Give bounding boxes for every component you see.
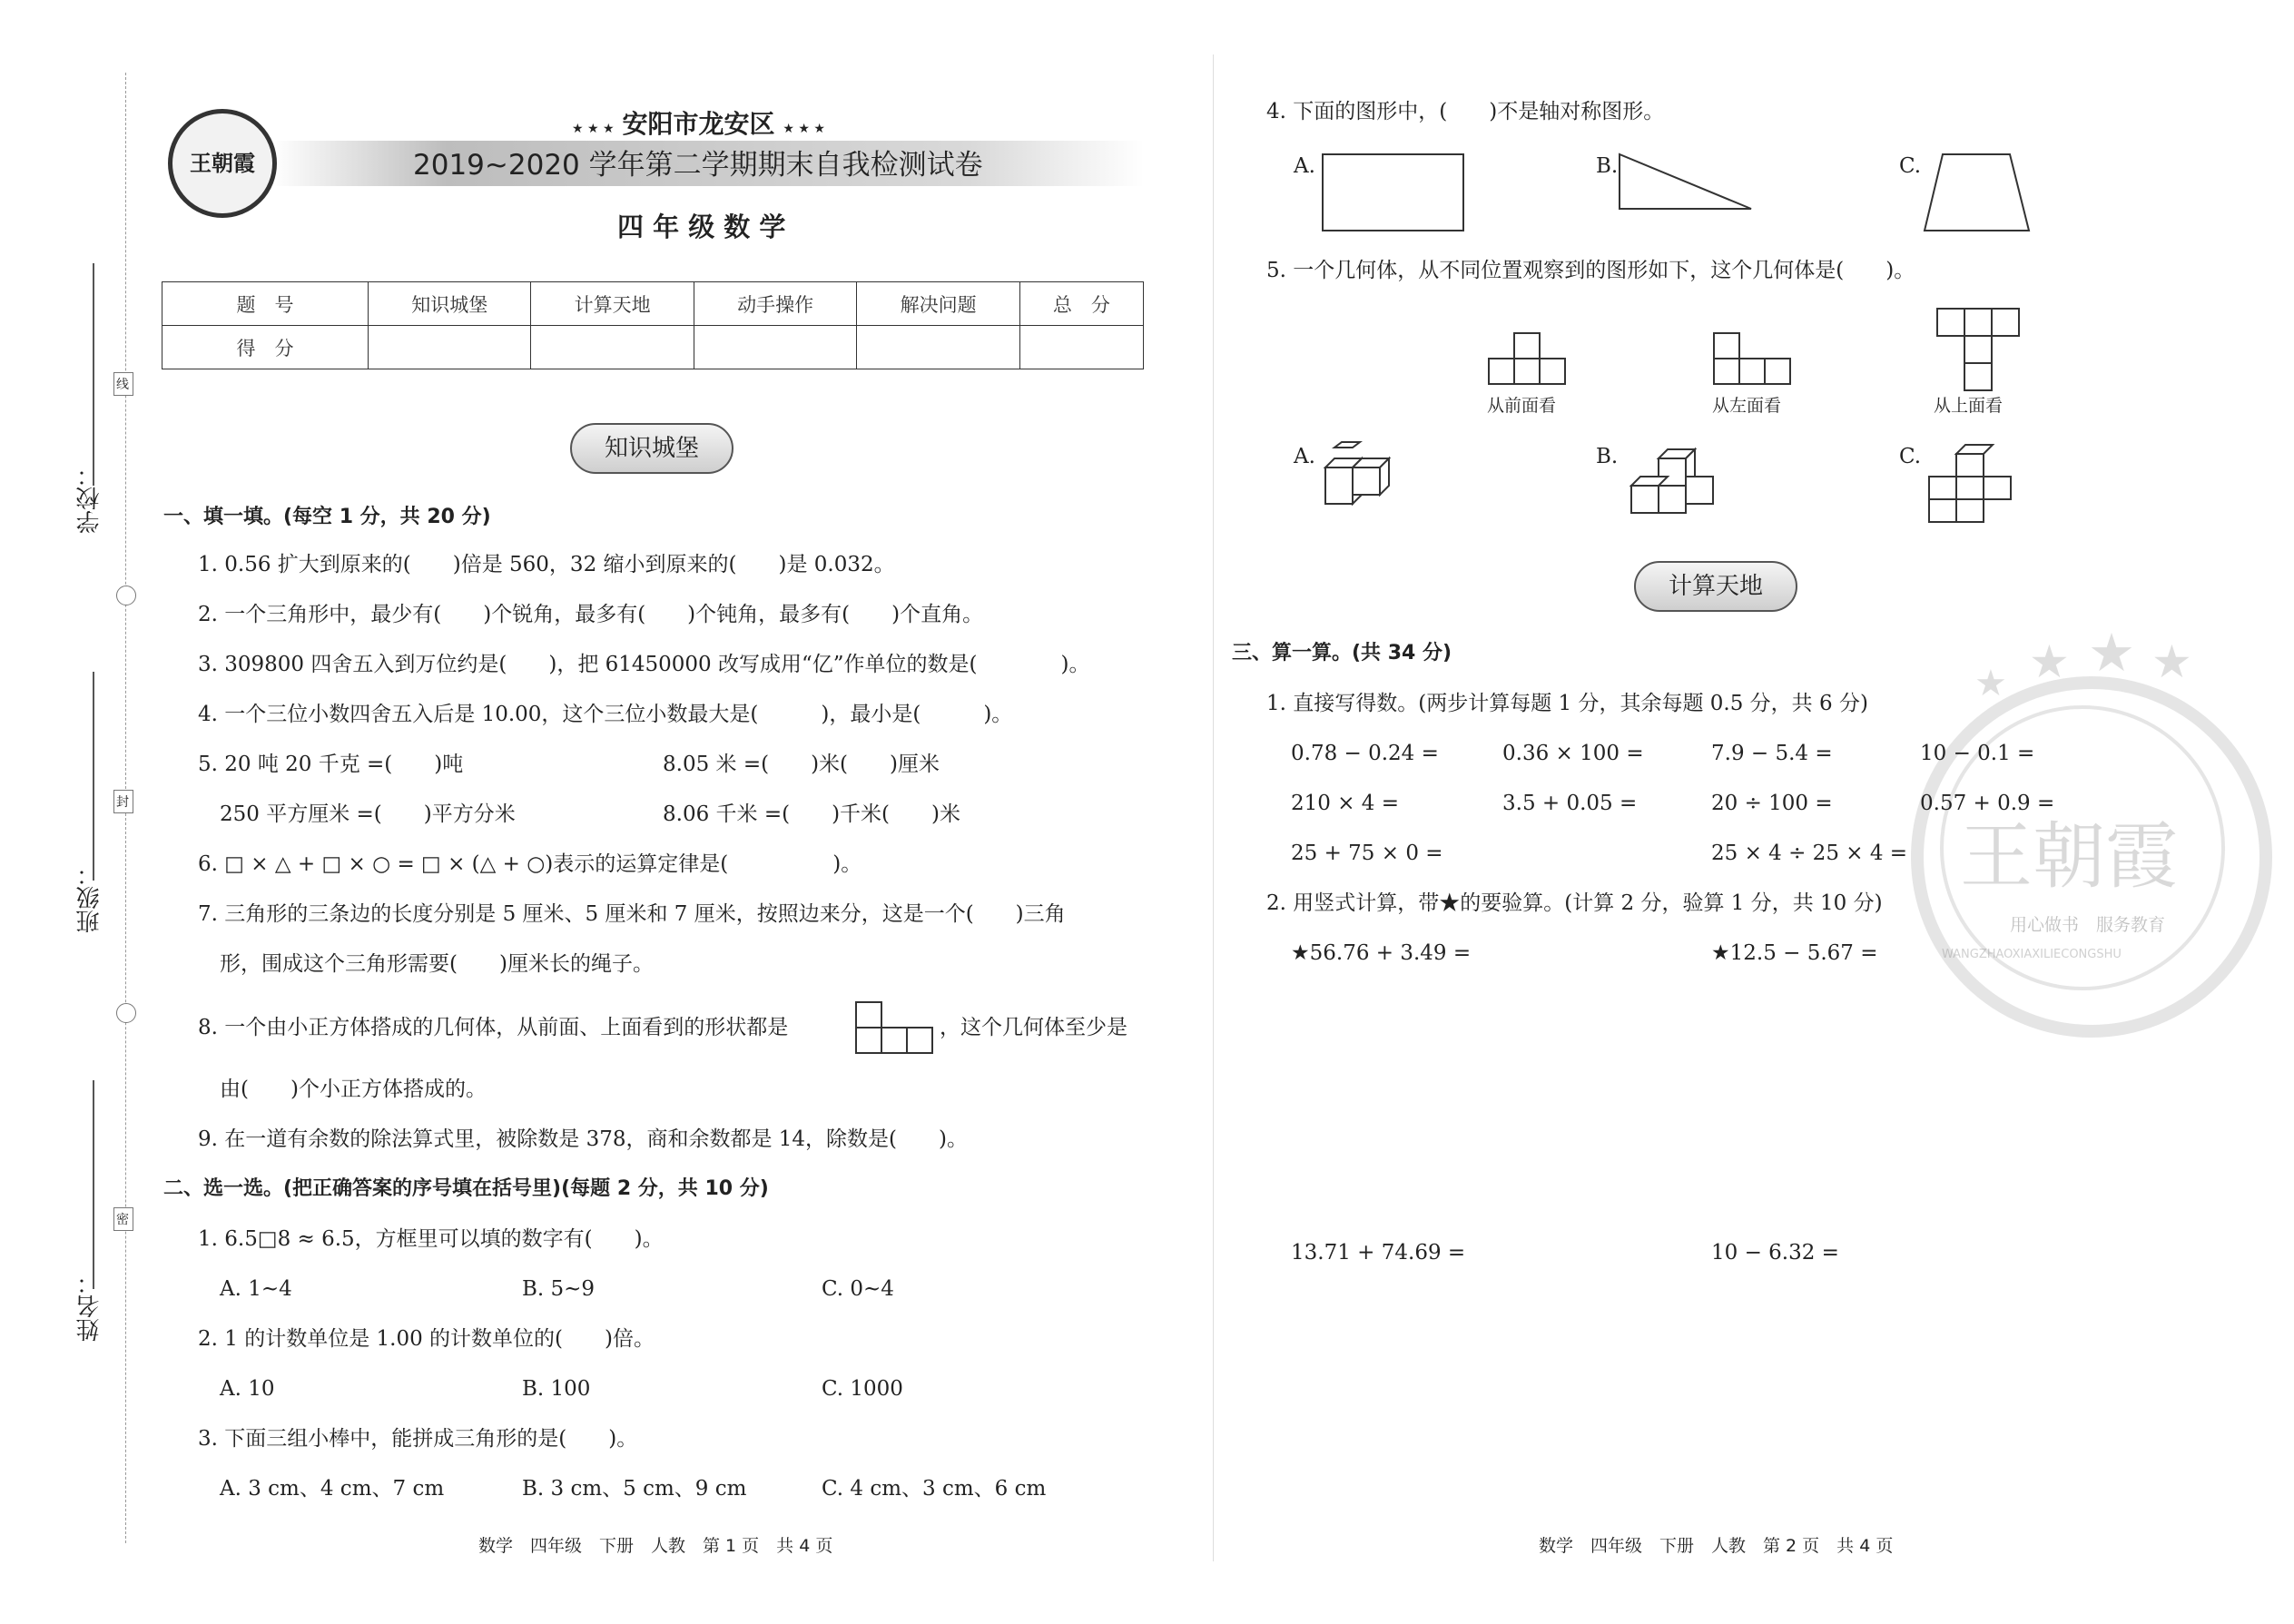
line-mark: 线 xyxy=(113,372,133,396)
stars-left: ★ ★ ★ xyxy=(572,122,615,136)
star-icon: ★ xyxy=(2088,622,2135,684)
calc-item: 0.78 − 0.24 = xyxy=(1291,742,1439,765)
question-2-2: 2. 1 的计数单位是 1.00 的计数单位的( )倍。 xyxy=(198,1327,655,1351)
cube-shape-icon xyxy=(855,1001,935,1056)
watermark-name: 王朝霞 xyxy=(1960,814,2178,899)
watermark-arc: WANGZHAOXIAXILIECONGSHU xyxy=(1942,948,2122,961)
footer-right: 数学 四年级 下册 人教 第 2 页 共 4 页 xyxy=(1539,1536,1894,1556)
score-input-cell[interactable] xyxy=(1019,326,1143,369)
question-2-4: 4. 下面的图形中，( )不是轴对称图形。 xyxy=(1266,100,1665,123)
question-1-4: 4. 一个三位小数四舍五入后是 10.00，这个三位小数最大是( )，最小是( )。 xyxy=(198,703,1013,726)
front-view-label: 从前面看 xyxy=(1487,396,1557,416)
footer-left: 数学 四年级 下册 人教 第 1 页 共 4 页 xyxy=(478,1536,833,1556)
question-1-9: 9. 在一道有余数的除法算式里，被除数是 378，商和余数都是 14，除数是( )。 xyxy=(198,1127,968,1151)
score-input-cell[interactable] xyxy=(531,326,694,369)
section3-heading: 三、算一算。(共 34 分) xyxy=(1232,642,1452,664)
option-b: B. xyxy=(1596,154,1619,178)
subject-title: 四 年 级 数 学 xyxy=(617,212,786,242)
option-a: A. 1~4 xyxy=(220,1277,292,1301)
publisher-logo xyxy=(168,109,277,218)
page-divider xyxy=(1213,54,1214,1561)
rectangle-shape-icon xyxy=(1321,153,1466,234)
section-pill-knowledge: 知识城堡 xyxy=(570,423,733,474)
name-label: 姓名： xyxy=(76,1271,103,1342)
table-cell: 得 分 xyxy=(162,326,369,369)
question-3-1: 1. 直接写得数。(两步计算每题 1 分，其余每题 0.5 分，共 6 分) xyxy=(1266,692,1868,715)
school-underline xyxy=(93,263,94,486)
table-cell: 题 号 xyxy=(162,282,369,326)
vertical-calc-item: ★12.5 − 5.67 = xyxy=(1711,941,1878,965)
watermark-seal xyxy=(1911,676,2272,1038)
score-input-cell[interactable] xyxy=(369,326,531,369)
table-cell: 总 分 xyxy=(1019,282,1143,326)
question-2-1: 1. 6.5□8 ≈ 6.5，方框里可以填的数字有( )。 xyxy=(198,1227,664,1251)
option-a: A. 3 cm、4 cm、7 cm xyxy=(220,1477,445,1501)
score-table-score-row xyxy=(162,326,1144,369)
trapezoid-shape-icon xyxy=(1923,153,2032,234)
vertical-calc-item: 13.71 + 74.69 = xyxy=(1291,1241,1466,1265)
question-1-2: 2. 一个三角形中，最少有( )个锐角，最多有( )个钝角，最多有( )个直角。 xyxy=(198,603,984,626)
question-1-8b: ，这个几何体至少是 xyxy=(940,1016,1127,1039)
solid-b-icon xyxy=(1618,440,1722,522)
question-1-6: 6. □ × △ + □ × ○ = □ × (△ + ○)表示的运算定律是( )。 xyxy=(198,852,862,876)
option-c: C. xyxy=(1899,154,1922,178)
triangle-shape-icon xyxy=(1618,153,1754,212)
question-1-8a: 8. 一个由小正方体搭成的几何体，从前面、上面看到的形状都是 xyxy=(198,1016,789,1039)
calc-item: 20 ÷ 100 = xyxy=(1711,792,1833,815)
calc-item: 25 × 4 ÷ 25 × 4 = xyxy=(1711,842,1908,865)
seal-mark: 封 xyxy=(113,790,133,813)
star-icon: ★ xyxy=(2151,635,2192,688)
question-1-7a: 7. 三角形的三条边的长度分别是 5 厘米、5 厘米和 7 厘米，按照边来分，这是一个( )三角 xyxy=(198,902,1066,926)
option-b: B. 100 xyxy=(522,1377,591,1401)
option-b: B. 5~9 xyxy=(522,1277,596,1301)
option-c: C. 4 cm、3 cm、6 cm xyxy=(822,1477,1047,1501)
question-2-3: 3. 下面三组小棒中，能拼成三角形的是( )。 xyxy=(198,1427,638,1451)
question-2-5: 5. 一个几何体，从不同位置观察到的图形如下，这个几何体是( )。 xyxy=(1266,259,1915,282)
calc-item: 0.57 + 0.9 = xyxy=(1920,792,2055,815)
question-1-3: 3. 309800 四舍五入到万位约是( )，把 61450000 改写成用“亿”作单位的数是( )。 xyxy=(198,653,1090,676)
question-1-5c: 250 平方厘米 =( )平方分米 xyxy=(220,802,516,826)
star-icon: ★ xyxy=(2029,635,2070,688)
name-underline xyxy=(93,1080,94,1289)
option-c: C. 1000 xyxy=(822,1377,903,1401)
question-1-7b: 形，围成这个三角形需要( )厘米长的绳子。 xyxy=(220,952,654,976)
score-table-header-row xyxy=(162,282,1144,326)
score-input-cell[interactable] xyxy=(857,326,1019,369)
exam-title: 2019~2020 学年第二学期期末自我检测试卷 xyxy=(413,149,983,182)
question-1-5a: 5. 20 吨 20 千克 =( )吨 xyxy=(198,753,464,776)
school-label: 学校： xyxy=(76,463,103,534)
stars-right: ★ ★ ★ xyxy=(783,122,825,136)
watermark-slogan: 用心做书 服务教育 xyxy=(2010,915,2166,935)
question-1-1: 1. 0.56 扩大到原来的( )倍是 560，32 缩小到原来的( )是 0.032。 xyxy=(198,553,895,576)
vertical-calc-item: 10 − 6.32 = xyxy=(1711,1241,1839,1265)
top-view-label: 从上面看 xyxy=(1934,396,2004,416)
calc-item: 7.9 − 5.4 = xyxy=(1711,742,1833,765)
score-input-cell[interactable] xyxy=(694,326,856,369)
logo-text: 王朝霞 xyxy=(190,150,255,176)
calc-item: 210 × 4 = xyxy=(1291,792,1400,815)
question-1-5b: 8.05 米 =( )米( )厘米 xyxy=(663,753,940,776)
option-a: A. xyxy=(1294,445,1315,468)
bind-mark: 密 xyxy=(113,1207,133,1231)
solid-c-icon xyxy=(1920,440,2024,527)
left-view-icon xyxy=(1712,331,1794,390)
region-name: 安阳市龙安区 xyxy=(622,109,775,139)
table-cell: 计算天地 xyxy=(531,282,694,326)
section-pill-calculation: 计算天地 xyxy=(1634,561,1797,612)
binding-hole xyxy=(116,1003,136,1023)
option-a: A. 10 xyxy=(220,1377,275,1401)
score-table xyxy=(162,281,1144,369)
option-b: B. 3 cm、5 cm、9 cm xyxy=(522,1477,747,1501)
section2-heading: 二、选一选。(把正确答案的序号填在括号里)(每题 2 分，共 10 分) xyxy=(163,1177,769,1200)
left-view-label: 从左面看 xyxy=(1712,396,1782,416)
question-1-8c: 由( )个小正方体搭成的。 xyxy=(220,1078,487,1101)
solid-a-icon xyxy=(1316,440,1421,508)
star-icon: ★ xyxy=(1974,663,2007,704)
calc-item: 3.5 + 0.05 = xyxy=(1502,792,1638,815)
option-c: C. 0~4 xyxy=(822,1277,894,1301)
calc-item: 0.36 × 100 = xyxy=(1502,742,1644,765)
table-cell: 动手操作 xyxy=(694,282,856,326)
class-label: 班级： xyxy=(76,862,103,933)
option-c: C. xyxy=(1899,445,1922,468)
table-cell: 解决问题 xyxy=(857,282,1019,326)
option-b: B. xyxy=(1596,445,1619,468)
question-1-5d: 8.06 千米 =( )千米( )米 xyxy=(663,802,960,826)
class-underline xyxy=(93,672,94,881)
table-cell: 知识城堡 xyxy=(369,282,531,326)
calc-item: 10 − 0.1 = xyxy=(1920,742,2035,765)
section1-heading: 一、填一填。(每空 1 分，共 20 分) xyxy=(163,506,491,528)
region-heading xyxy=(572,111,825,143)
vertical-calc-item: ★56.76 + 3.49 = xyxy=(1291,941,1472,965)
front-view-icon xyxy=(1487,331,1569,390)
question-3-2: 2. 用竖式计算，带★的要验算。(计算 2 分，验算 1 分，共 10 分) xyxy=(1266,891,1883,915)
option-a: A. xyxy=(1294,154,1315,178)
binding-hole xyxy=(116,586,136,605)
calc-item: 25 + 75 × 0 = xyxy=(1291,842,1443,865)
top-view-icon xyxy=(1935,307,2022,393)
